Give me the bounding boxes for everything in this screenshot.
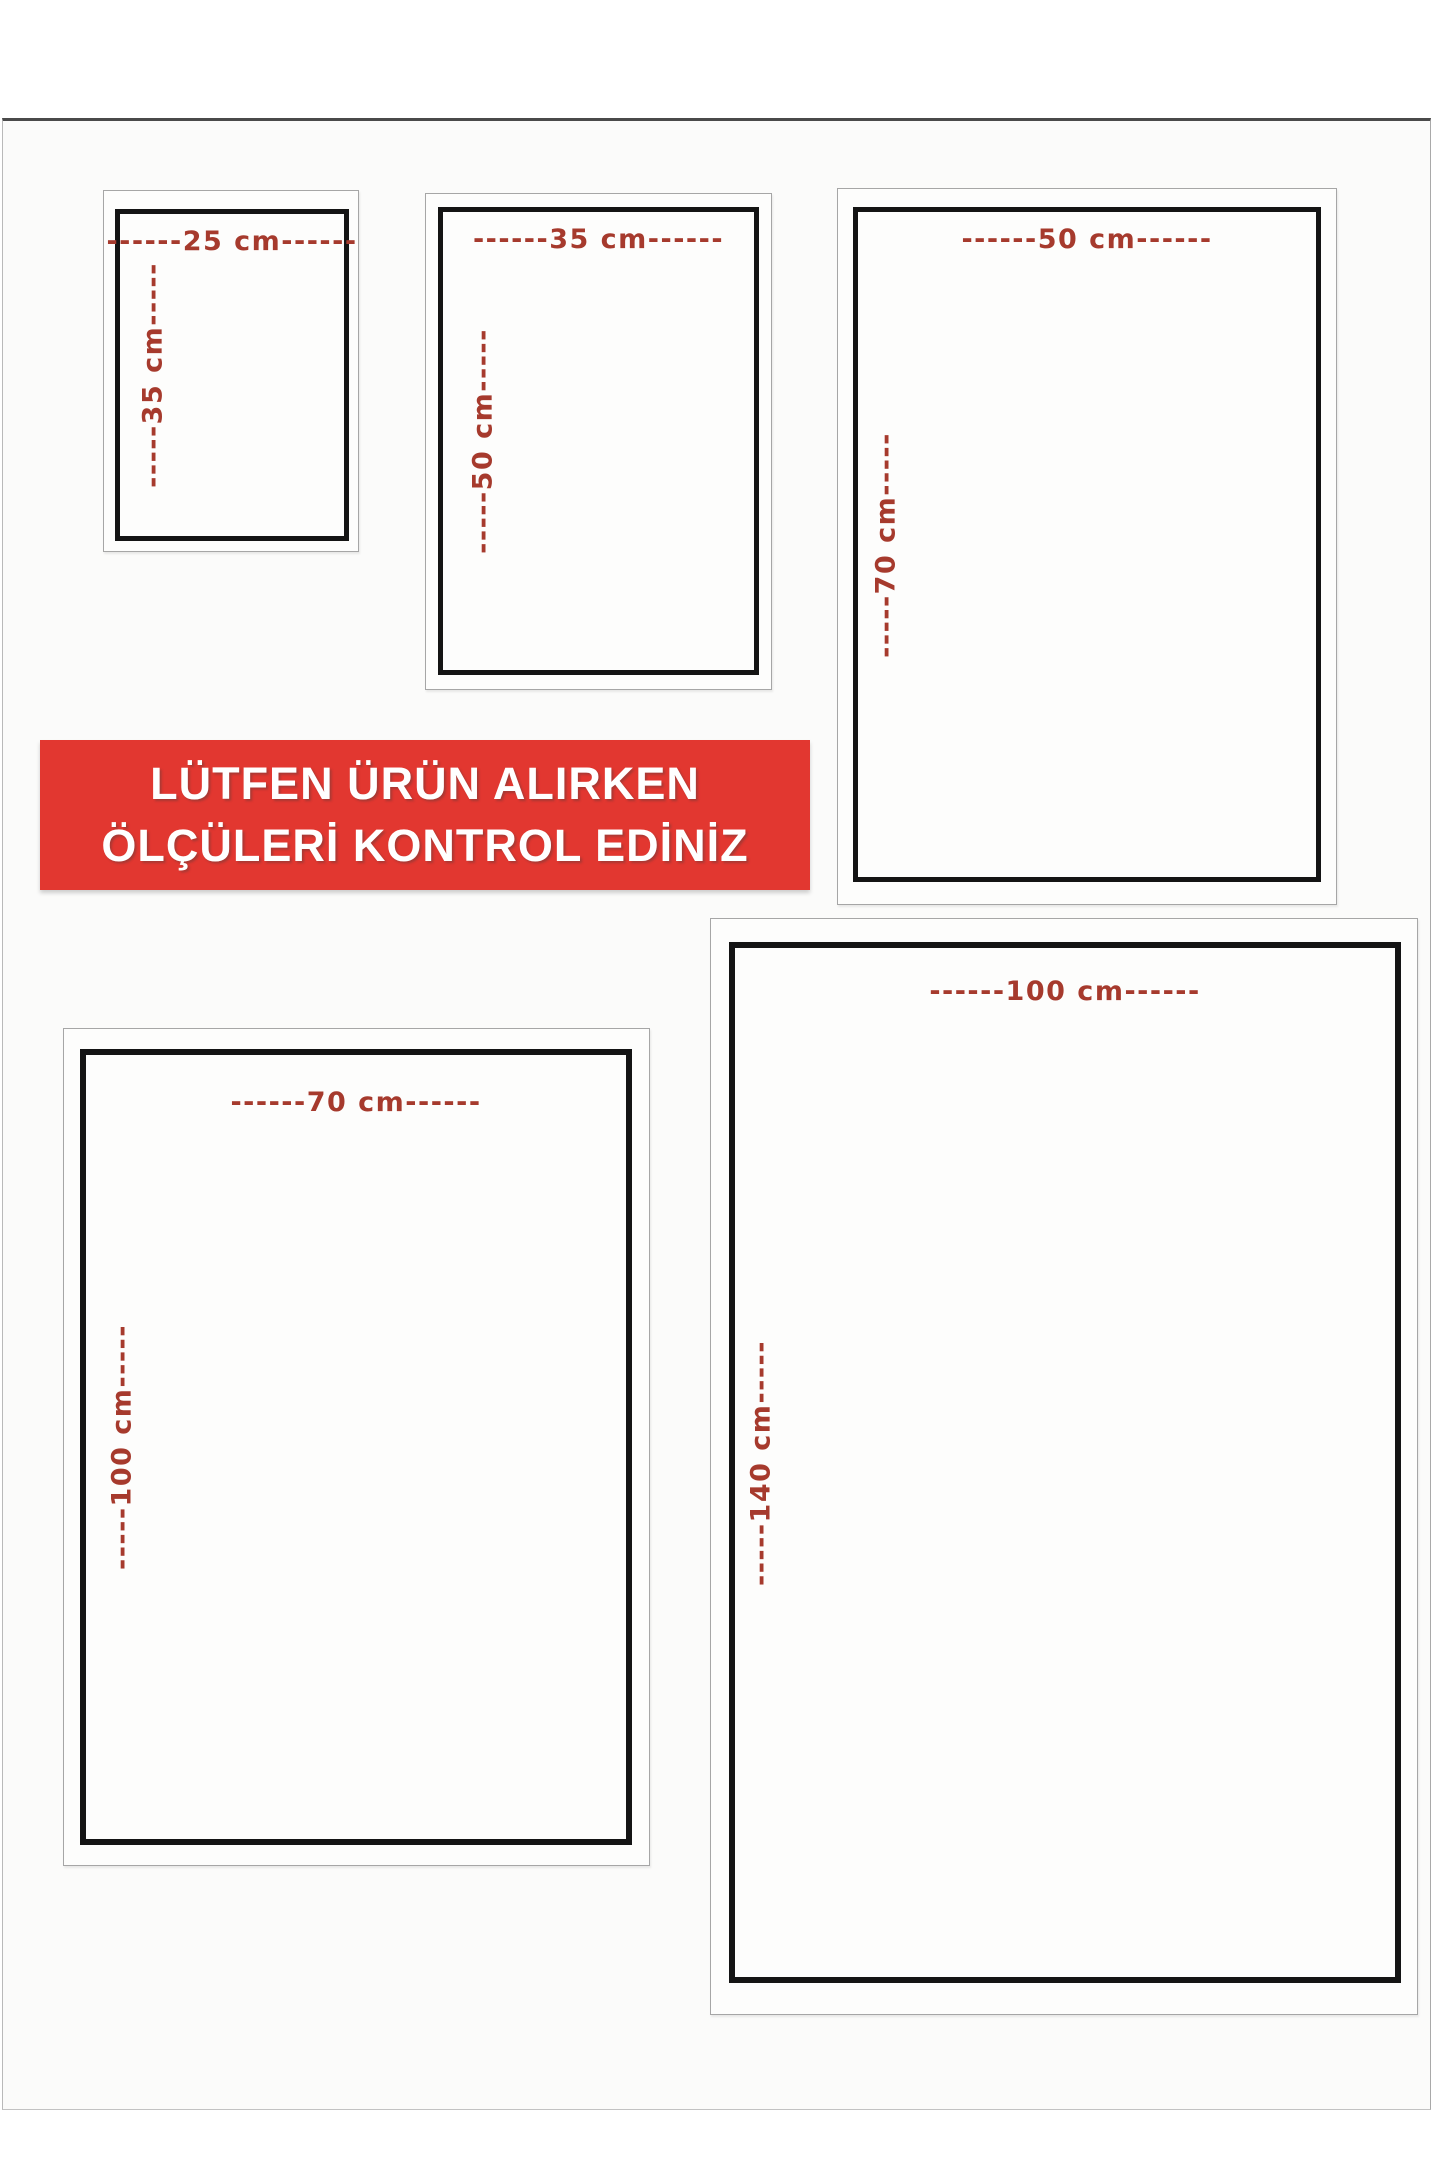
width-dimension-label: ------35 cm------	[472, 224, 725, 255]
size-box-100x140	[710, 918, 1418, 2015]
size-box-50x70	[837, 188, 1337, 905]
height-dimension-label: -----140 cm-----	[745, 1339, 777, 1586]
size-box-35x50	[425, 193, 772, 690]
size-box-inner-35x50	[438, 207, 759, 675]
size-box-25x35	[103, 190, 359, 552]
width-dimension-label: ------100 cm------	[929, 976, 1201, 1007]
notice-line-1: LÜTFEN ÜRÜN ALIRKEN	[150, 758, 700, 809]
height-dimension-label: -----35 cm-----	[137, 262, 169, 488]
notice-banner	[40, 740, 810, 890]
width-dimension-label: ------70 cm------	[230, 1087, 482, 1118]
height-dimension-label: -----100 cm-----	[106, 1324, 138, 1570]
size-box-inner-50x70	[853, 207, 1321, 882]
size-box-inner-100x140	[729, 942, 1401, 1983]
size-box-70x100	[63, 1028, 650, 1866]
width-dimension-label: ------25 cm------	[106, 226, 358, 257]
size-box-inner-70x100	[80, 1049, 632, 1845]
height-dimension-label: -----70 cm-----	[870, 431, 902, 658]
notice-line-2: ÖLÇÜLERİ KONTROL EDİNİZ	[101, 820, 749, 871]
width-dimension-label: ------50 cm------	[961, 224, 1213, 255]
size-box-inner-25x35	[106, 209, 358, 541]
height-dimension-label: -----50 cm-----	[467, 328, 499, 554]
